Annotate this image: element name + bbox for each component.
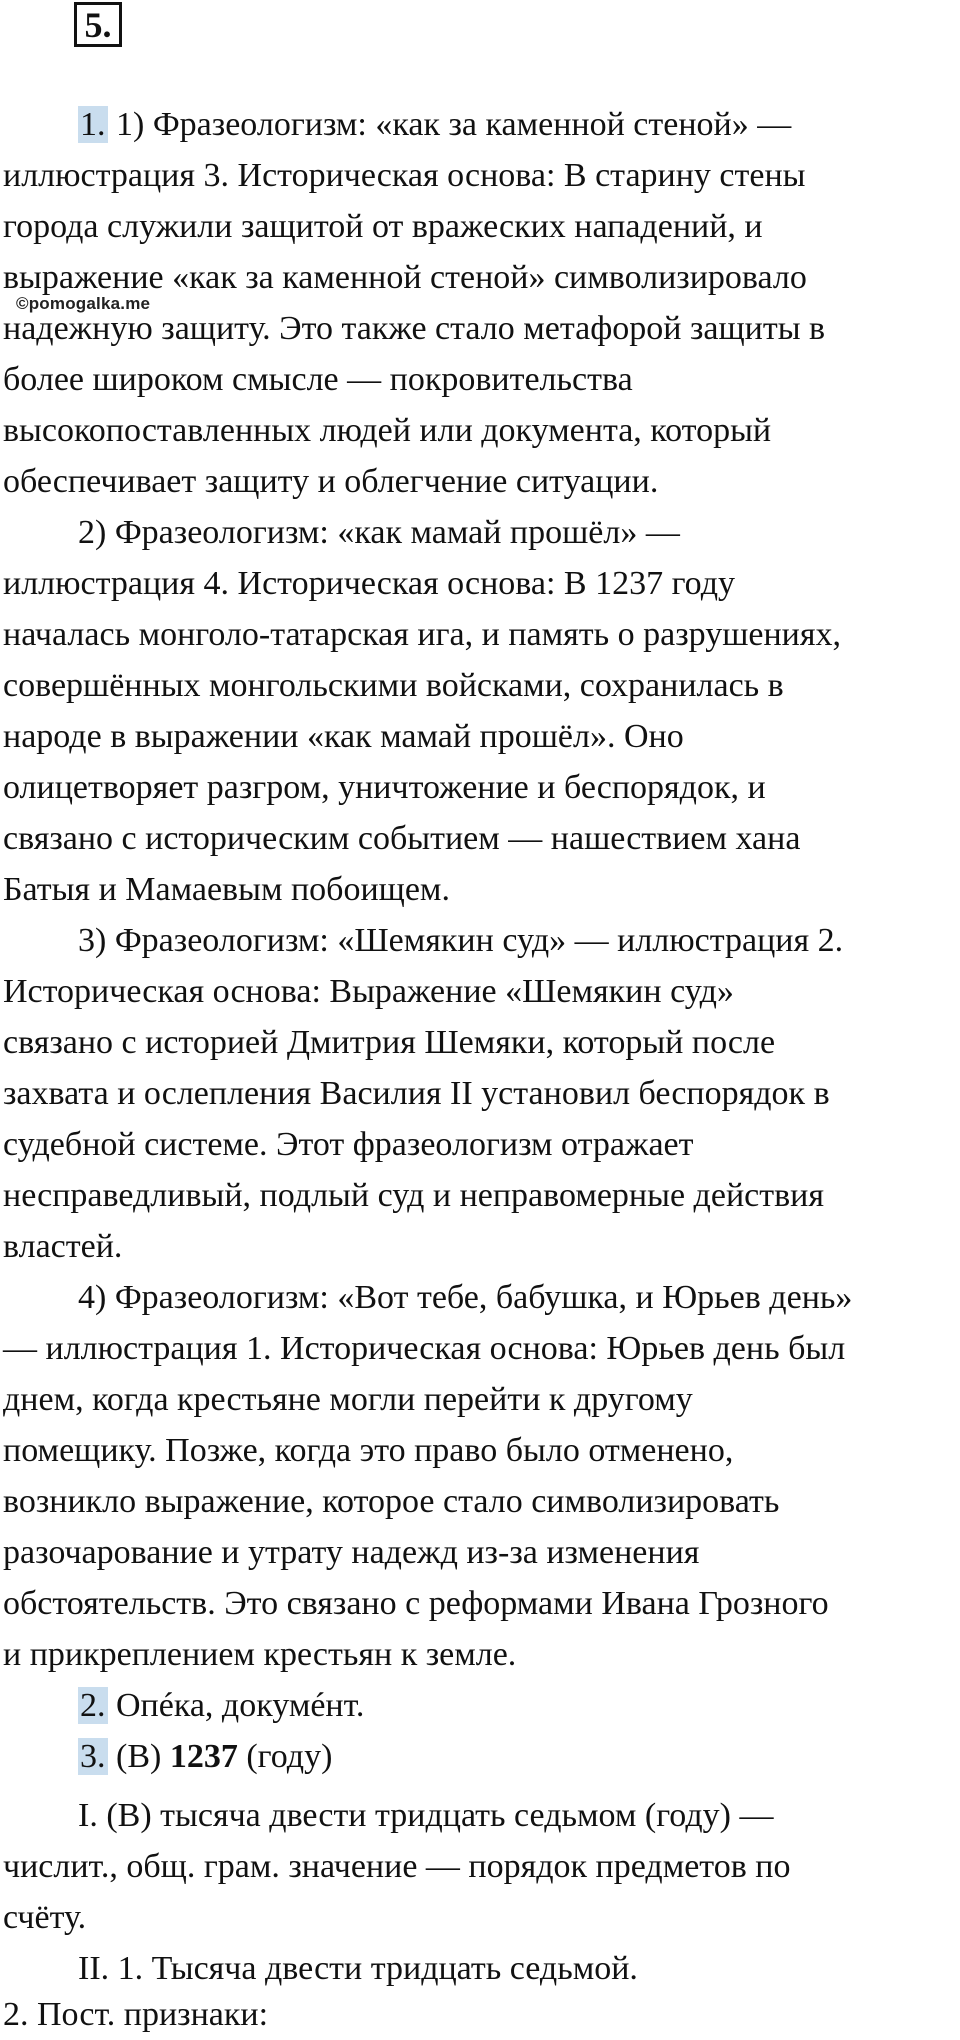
item1-line-5: надежную защиту. Это также стало метафорой защиты в xyxy=(3,310,826,347)
sub2-line-5: народе в выражении «как мамай прошёл». Оно xyxy=(3,718,684,755)
item3-number: 3. xyxy=(80,1738,106,1775)
sub2-line-3: началась монголо-татарская ига, и память о разрушениях, xyxy=(3,616,841,653)
item1-line-2: иллюстрация 3. Историческая основа: В старину стены xyxy=(3,157,806,194)
watermark: ©pomogalka.me xyxy=(16,294,151,313)
sub2-line-4: совершённых монгольскими войсками, сохранилась в xyxy=(3,667,784,704)
item3-prefix: (В) xyxy=(107,1738,170,1775)
sub4-line-8: и прикреплением крестьян к земле. xyxy=(3,1636,517,1673)
sub4-line-1: 4) Фразеологизм: «Вот тебе, бабушка, и Юрьев день» xyxy=(78,1279,853,1316)
item1-line-4: выражение «как за каменной стеной» символизировало xyxy=(3,259,807,296)
sub3-line-5: судебной системе. Этот фразеологизм отражает xyxy=(3,1126,694,1163)
sub4-line-2: — иллюстрация 1. Историческая основа: Юрьев день был xyxy=(3,1330,846,1367)
sub4-line-5: возникло выражение, которое стало символизировать xyxy=(3,1483,780,1520)
item1-line-7: высокопоставленных людей или документа, который xyxy=(3,412,772,449)
sub4-line-3: днем, когда крестьяне могли перейти к другому xyxy=(3,1381,693,1418)
item1-line-6: более широком смысле — покровительства xyxy=(3,361,633,398)
sub3-line-2: Историческая основа: Выражение «Шемякин суд» xyxy=(3,973,734,1010)
sub3-line-4: захвата и ослепления Василия II установил беспорядок в xyxy=(3,1075,830,1112)
task-number-box: 5. xyxy=(74,2,122,47)
sub2-line-8: Батыя и Мамаевым побоищем. xyxy=(3,871,450,908)
item2-line xyxy=(78,1681,364,1731)
last-line: 2. Пост. признаки: xyxy=(3,1996,269,2033)
sub2-line-2: иллюстрация 4. Историческая основа: В 1237 году xyxy=(3,565,735,602)
item1-line-1 xyxy=(78,100,791,150)
item3-suffix: (году) xyxy=(237,1738,333,1775)
item1-line-3: города служили защитой от вражеских нападений, и xyxy=(3,208,763,245)
roman2-line: II. 1. Тысяча двести тридцать седьмой. xyxy=(78,1950,638,1987)
item3-bold-number: 1237 xyxy=(169,1738,238,1775)
sub3-line-6: несправедливый, подлый суд и неправомерные действия xyxy=(3,1177,824,1214)
sub4-line-7: обстоятельств. Это связано с реформами Ивана Грозного xyxy=(3,1585,829,1622)
item1-line-8: обеспечивает защиту и облегчение ситуации. xyxy=(3,463,659,500)
sub3-line-7: властей. xyxy=(3,1228,123,1265)
item2-number: 2. xyxy=(80,1687,106,1724)
roman1-line-2: числит., общ. грам. значение — порядок предметов по xyxy=(3,1848,791,1885)
sub2-line-7: связано с историческим событием — нашествием хана xyxy=(3,820,801,857)
item2-text: Опéка, докумéнт. xyxy=(107,1687,365,1724)
sub2-line-6: олицетворяет разгром, уничтожение и беспорядок, и xyxy=(3,769,766,806)
item1-line-1-text: 1) Фразеологизм: «как за каменной стеной» — xyxy=(107,106,792,143)
sub2-line-1: 2) Фразеологизм: «как мамай прошёл» — xyxy=(78,514,680,551)
sub4-line-6: разочарование и утрату надежд из-за изменения xyxy=(3,1534,700,1571)
sub3-line-1: 3) Фразеологизм: «Шемякин суд» — иллюстрация 2. xyxy=(78,922,844,959)
item1-number: 1. xyxy=(80,106,106,143)
item3-line xyxy=(78,1732,332,1782)
roman1-line-3: счёту. xyxy=(3,1899,87,1936)
sub3-line-3: связано с историей Дмитрия Шемяки, который после xyxy=(3,1024,776,1061)
roman1-line-1: I. (В) тысяча двести тридцать седьмом (году) — xyxy=(78,1797,774,1834)
sub4-line-4: помещику. Позже, когда это право было отменено, xyxy=(3,1432,734,1469)
